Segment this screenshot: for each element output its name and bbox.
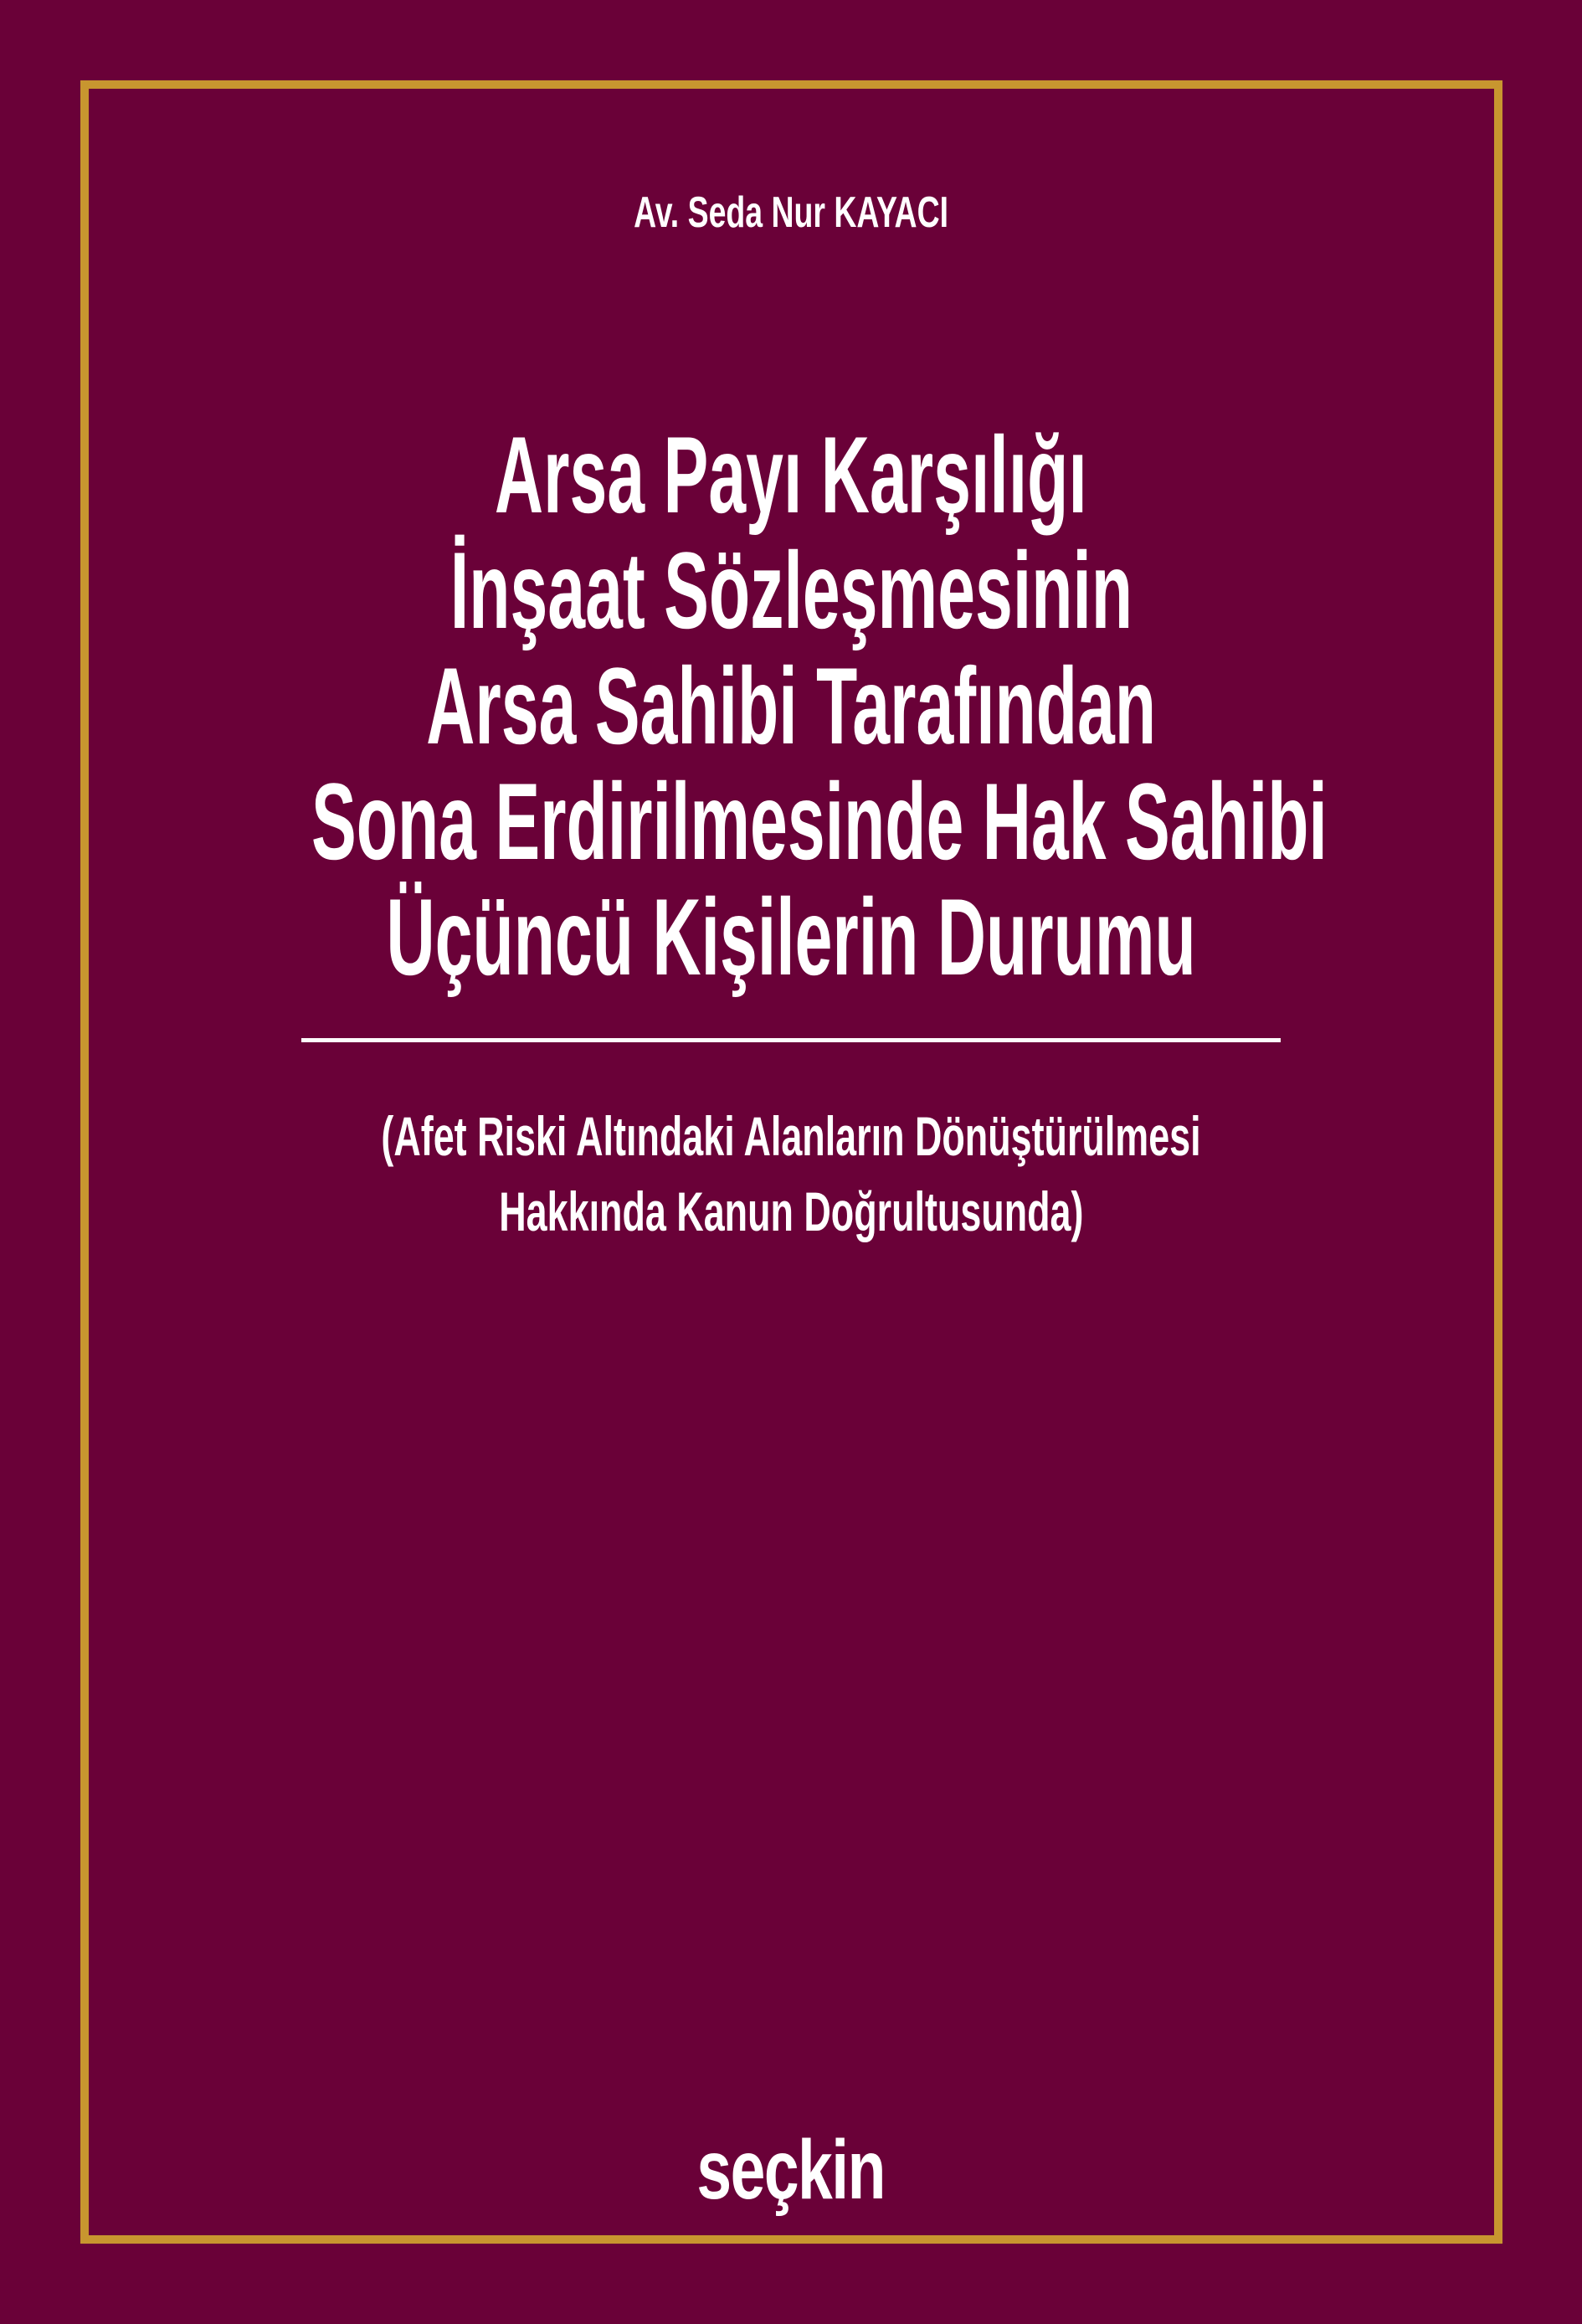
subtitle-line xyxy=(0,1098,1582,1174)
subtitle-line-text: (Afet Riski Altındaki Alanların Dönüştürülmesi xyxy=(381,1105,1201,1167)
title-line xyxy=(0,876,1582,998)
title-line xyxy=(0,529,1582,651)
book-title xyxy=(0,414,1582,998)
author-name-text: Av. Seda Nur KAYACI xyxy=(634,188,948,237)
publisher-logo-text: seçkin xyxy=(696,2123,886,2217)
title-line xyxy=(0,645,1582,767)
divider-line xyxy=(301,1038,1281,1042)
title-line xyxy=(0,414,1582,536)
title-line-text: Üçüncü Kişilerin Durumu xyxy=(386,876,1196,998)
title-line-text: İnşaat Sözleşmesinin xyxy=(449,529,1133,651)
author-name xyxy=(0,189,1582,236)
title-line-text: Arsa Sahibi Tarafından xyxy=(426,645,1156,767)
publisher-logo xyxy=(0,2123,1582,2217)
title-line xyxy=(0,760,1582,882)
book-subtitle xyxy=(0,1098,1582,1249)
subtitle-line-text: Hakkında Kanun Doğrultusunda) xyxy=(498,1180,1084,1242)
subtitle-line xyxy=(0,1174,1582,1249)
title-line-text: Arsa Payı Karşılığı xyxy=(495,414,1087,536)
title-line-text: Sona Erdirilmesinde Hak Sahibi xyxy=(311,760,1328,882)
